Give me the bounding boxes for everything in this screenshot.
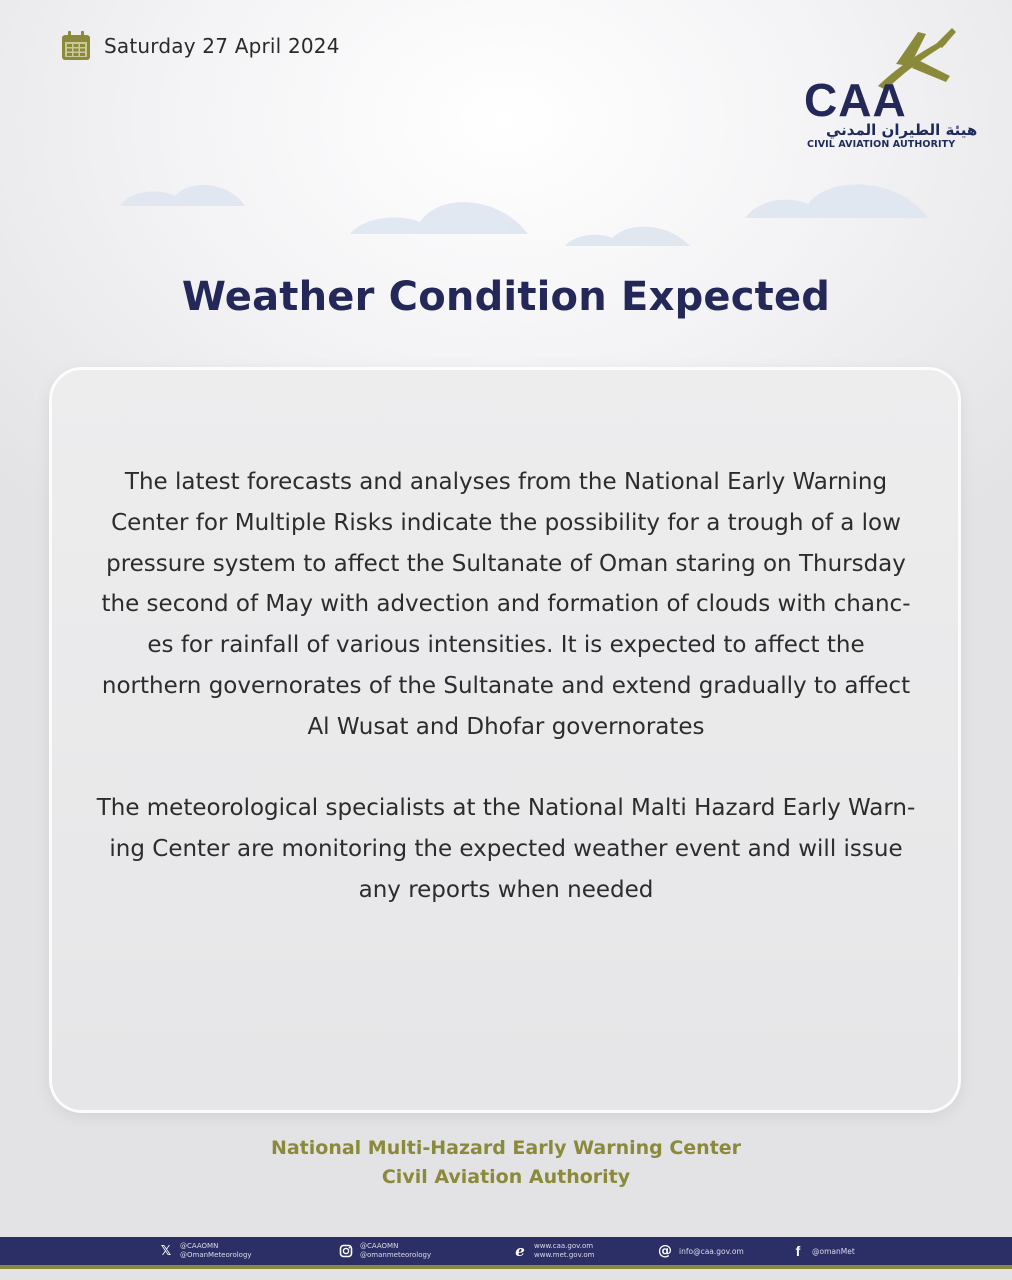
date-label: Saturday 27 April 2024 xyxy=(104,34,340,58)
page-title: Weather Condition Expected xyxy=(181,274,831,320)
clouds-decoration xyxy=(0,160,1012,260)
contact-x-line2: @OmanMeteorology xyxy=(180,1251,252,1259)
contact-instagram-line2: @omanmeteorology xyxy=(360,1251,432,1259)
footer-authority-name: Civil Aviation Authority xyxy=(381,1166,631,1188)
contact-email[interactable] xyxy=(657,1237,744,1265)
contact-web-line2: www.met.gov.om xyxy=(534,1251,595,1259)
instagram-icon xyxy=(338,1244,354,1258)
contact-web-line1: www.caa.gov.om xyxy=(534,1242,594,1250)
facebook-icon: f xyxy=(795,1243,801,1259)
paragraph-forecast: The latest forecasts and analyses from the National Early Warning Center for Multiple Risks indicate the possibility for a trough of a low pressure system to affect the Sultanate of Oman staring on Thursday the second of May with advection and formation of clouds with chanc-es for rainfall of various intensities. It is expected to affect the northern governorates of the Sultanate and extend gradually to affect Al Wusat and Dhofar governorates xyxy=(101,469,911,740)
date-row xyxy=(60,30,340,62)
x-icon: 𝕏 xyxy=(160,1243,172,1259)
web-icon: e xyxy=(515,1242,525,1260)
contact-instagram[interactable] xyxy=(338,1237,431,1265)
footer-center-name: National Multi-Hazard Early Warning Center xyxy=(270,1137,742,1159)
paragraph-monitoring: The meteorological specialists at the National Malti Hazard Early Warn-ing Center are monitoring the expected weather event and will issue any reports when needed xyxy=(96,795,916,903)
contact-x[interactable] xyxy=(158,1237,252,1265)
at-icon: @ xyxy=(658,1243,672,1259)
logo-arabic: هيئة الطيران المدني xyxy=(826,121,978,139)
contact-facebook-text: @omanMet xyxy=(812,1246,855,1256)
contact-bar xyxy=(0,1237,1012,1269)
calendar-icon xyxy=(60,30,92,62)
contact-web[interactable] xyxy=(512,1237,595,1265)
contact-instagram-line1: @CAAOMN xyxy=(360,1242,399,1250)
contact-facebook[interactable] xyxy=(790,1237,855,1265)
contact-email-text: info@caa.gov.om xyxy=(679,1246,744,1256)
contact-x-line1: @CAAOMN xyxy=(180,1242,219,1250)
logo-english: CIVIL AVIATION AUTHORITY xyxy=(807,139,956,150)
logo-acronym: CAA xyxy=(804,74,907,126)
